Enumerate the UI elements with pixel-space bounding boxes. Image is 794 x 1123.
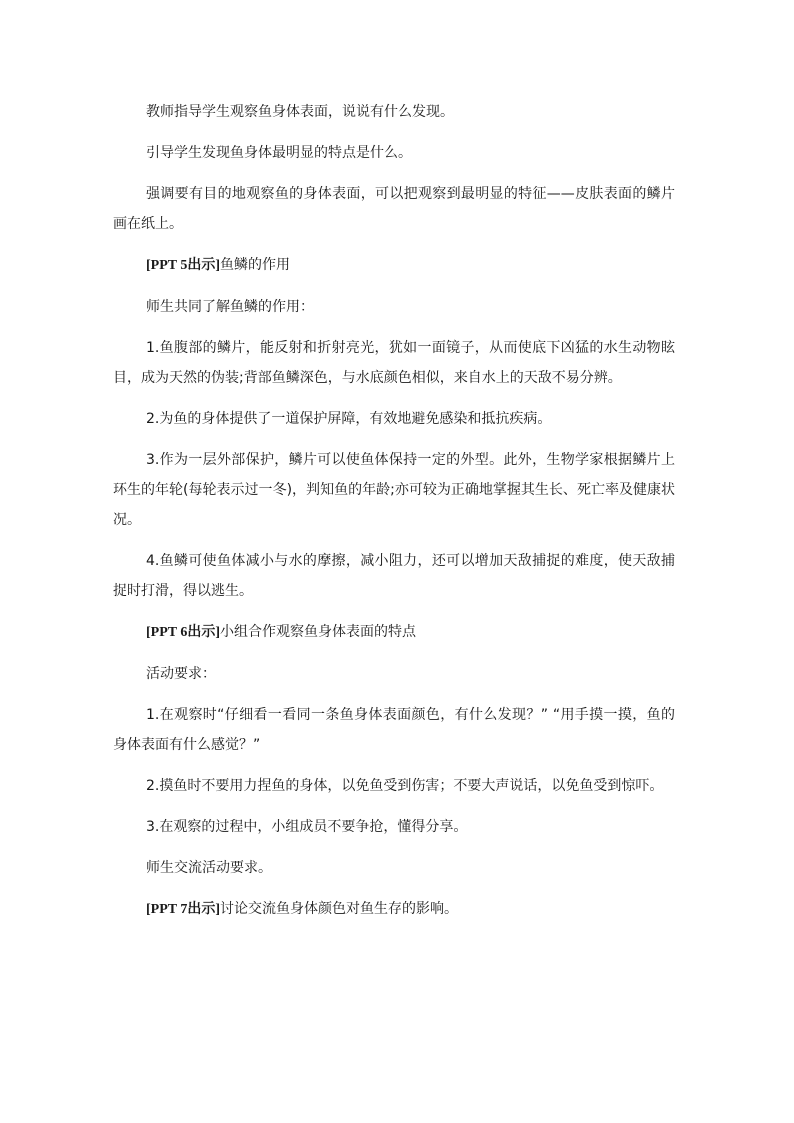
ppt-heading-text: 小组合作观察鱼身体表面的特点	[220, 624, 417, 640]
ppt-heading	[113, 894, 675, 925]
ppt-tag: [PPT 7出示]	[146, 902, 221, 917]
ppt-tag: [PPT 6出示]	[146, 625, 221, 640]
paragraph-text: 师生交流活动要求。	[146, 860, 272, 876]
list-item-text: 3.在观察的过程中，小组成员不要争抢，懂得分享。	[146, 819, 468, 835]
list-item	[113, 812, 675, 842]
paragraph-text: 强调要有目的地观察鱼的身体表面，可以把观察到最明显的特征——皮肤表面的鳞片画在纸上。	[113, 186, 675, 232]
list-item	[113, 445, 675, 535]
paragraph	[113, 179, 675, 239]
list-item	[113, 404, 675, 434]
list-item	[113, 700, 675, 760]
list-item-text: 1.鱼腹部的鳞片，能反射和折射亮光，犹如一面镜子，从而使底下凶猛的水生动物眩目，成为天然的伪装;背部鱼鳞深色，与水底颜色相似，来自水上的天敌不易分辨。	[113, 340, 675, 386]
paragraph-text: 引导学生发现鱼身体最明显的特点是什么。	[146, 145, 412, 161]
list-item	[113, 333, 675, 393]
list-item-text: 4.鱼鳞可使鱼体减小与水的摩擦，减小阻力，还可以增加天敌捕捉的难度，使天敌捕捉时打滑，得以逃生。	[113, 553, 675, 599]
list-item	[113, 546, 675, 606]
list-item-text: 2.为鱼的身体提供了一道保护屏障，有效地避免感染和抵抗疾病。	[146, 411, 552, 427]
ppt-heading	[113, 617, 675, 648]
paragraph-text: 师生共同了解鱼鳞的作用：	[146, 299, 314, 315]
list-item-text: 1.在观察时“仔细看一看同一条鱼身体表面颜色，有什么发现？” “用手摸一摸，鱼的身体表面有什么感觉？”	[113, 707, 675, 753]
paragraph	[113, 138, 675, 168]
ppt-heading-text: 鱼鳞的作用	[220, 257, 291, 273]
paragraph	[113, 659, 675, 689]
paragraph-text: 活动要求：	[146, 666, 216, 682]
paragraph	[113, 292, 675, 322]
paragraph	[113, 97, 675, 127]
ppt-tag: [PPT 5出示]	[146, 258, 221, 273]
ppt-heading-text: 讨论交流鱼身体颜色对鱼生存的影响。	[220, 901, 459, 917]
list-item	[113, 771, 675, 801]
paragraph-text: 教师指导学生观察鱼身体表面，说说有什么发现。	[146, 104, 454, 120]
list-item-text: 3.作为一层外部保护，鳞片可以使鱼体保持一定的外型。此外，生物学家根据鳞片上环生的年轮(每轮表示过一冬)，判知鱼的年龄;亦可较为正确地掌握其生长、死亡率及健康状况。	[113, 452, 675, 528]
ppt-heading	[113, 250, 675, 281]
document-body	[113, 97, 675, 936]
paragraph	[113, 853, 675, 883]
list-item-text: 2.摸鱼时不要用力捏鱼的身体，以免鱼受到伤害；不要大声说话，以免鱼受到惊吓。	[146, 778, 664, 794]
